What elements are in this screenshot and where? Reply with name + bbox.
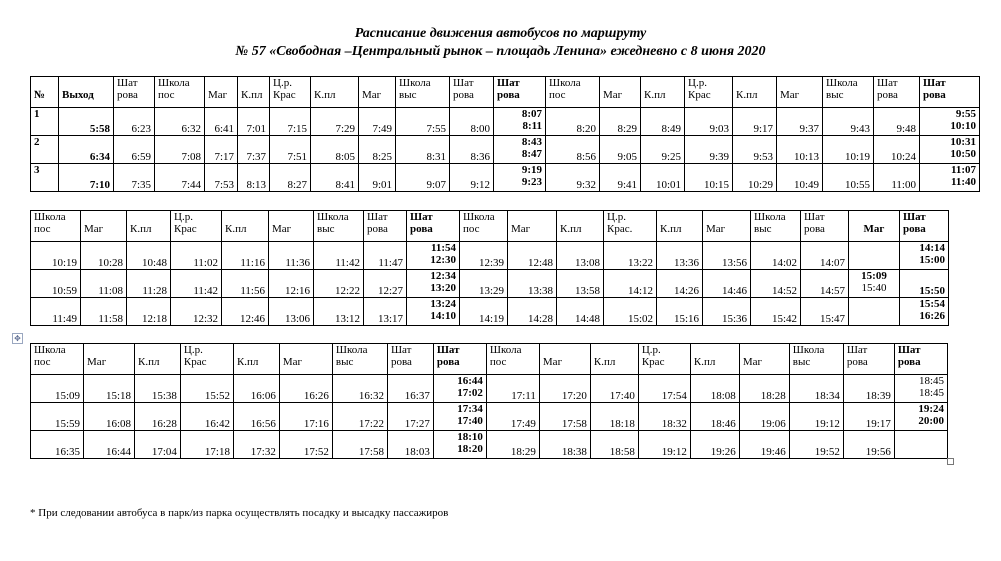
time-cell: 12:18 xyxy=(127,298,171,326)
column-header: Маг xyxy=(205,77,238,108)
time-cell: 10:48 xyxy=(127,242,171,270)
time-cell: 14:48 xyxy=(557,298,604,326)
time-cell: 8:56 xyxy=(546,136,600,164)
time-cell: 11:00 xyxy=(874,164,920,192)
column-header: Маг xyxy=(359,77,396,108)
time-cell: 17:16 xyxy=(279,403,332,431)
time-cell: 8:36 xyxy=(450,136,494,164)
column-header: К.пл xyxy=(657,211,703,242)
time-cell: 7:10 xyxy=(59,164,114,192)
column-header: К.пл xyxy=(238,77,270,108)
time-cell: 17:58 xyxy=(539,403,590,431)
time-cell: 13:22 xyxy=(604,242,657,270)
time-cell: 8:49 xyxy=(641,108,685,136)
header-row xyxy=(31,344,948,375)
time-cell: 7:53 xyxy=(205,164,238,192)
timetable-3 xyxy=(30,343,948,459)
time-cell: 18:39 xyxy=(843,375,894,403)
time-cell: 18:10 18:20 xyxy=(433,431,486,459)
time-cell: 11:42 xyxy=(171,270,222,298)
column-header: Шат рова xyxy=(900,211,949,242)
column-header: Школа пос xyxy=(546,77,600,108)
column-header: Школа пос xyxy=(460,211,508,242)
time-cell: 10:19 xyxy=(823,136,874,164)
time-cell: 11:16 xyxy=(222,242,269,270)
time-cell: 13:17 xyxy=(364,298,407,326)
table-row xyxy=(31,164,980,192)
column-header: Школа выс xyxy=(332,344,387,375)
time-cell: 16:44 17:02 xyxy=(433,375,486,403)
time-cell: 18:58 xyxy=(590,431,638,459)
time-cell: 17:52 xyxy=(279,431,332,459)
time-cell: 19:12 xyxy=(789,403,843,431)
time-cell: 14:52 xyxy=(751,270,801,298)
time-cell: 7:55 xyxy=(396,108,450,136)
time-cell: 7:29 xyxy=(311,108,359,136)
column-header: Шат рова xyxy=(494,77,546,108)
time-cell: 7:15 xyxy=(270,108,311,136)
time-cell: 11:02 xyxy=(171,242,222,270)
time-cell: 19:56 xyxy=(843,431,894,459)
time-cell: 17:49 xyxy=(486,403,539,431)
time-cell: 17:58 xyxy=(332,431,387,459)
time-cell: 11:56 xyxy=(222,270,269,298)
header-row xyxy=(31,211,949,242)
time-cell: 9:03 xyxy=(685,108,733,136)
column-header: Маг xyxy=(269,211,314,242)
column-header: Ц.р. Крас xyxy=(270,77,311,108)
arrive-time: 15:40 xyxy=(861,282,887,294)
time-cell: 18:45 18:45 xyxy=(894,375,947,403)
time-cell: 12:39 xyxy=(460,242,508,270)
time-cell: 11:47 xyxy=(364,242,407,270)
time-cell: 18:38 xyxy=(539,431,590,459)
time-cell: 8:27 xyxy=(270,164,311,192)
column-header: Школа пос xyxy=(155,77,205,108)
table-row xyxy=(31,270,949,298)
time-cell: 16:08 xyxy=(84,403,135,431)
time-cell: 14:02 xyxy=(751,242,801,270)
time-cell: 19:46 xyxy=(739,431,789,459)
time-cell: 6:34 xyxy=(59,136,114,164)
time-cell: 13:29 xyxy=(460,270,508,298)
time-cell: 15:42 xyxy=(751,298,801,326)
time-cell: 17:20 xyxy=(539,375,590,403)
time-cell: 14:14 15:00 xyxy=(900,242,949,270)
time-cell: 8:20 xyxy=(546,108,600,136)
time-cell: 17:34 17:40 xyxy=(433,403,486,431)
column-header: Ц.р. Крас xyxy=(171,211,222,242)
time-cell: 9:12 xyxy=(450,164,494,192)
time-cell: 9:19 9:23 xyxy=(494,164,546,192)
time-cell: 17:40 xyxy=(590,375,638,403)
time-cell: 11:28 xyxy=(127,270,171,298)
time-cell: 12:22 xyxy=(314,270,364,298)
time-cell: 6:59 xyxy=(114,136,155,164)
column-header: Школа пос xyxy=(31,211,81,242)
time-cell: 11:49 xyxy=(31,298,81,326)
time-cell: 17:22 xyxy=(332,403,387,431)
column-header: Шат рова xyxy=(407,211,460,242)
time-cell: 19:52 xyxy=(789,431,843,459)
time-cell: 17:18 xyxy=(180,431,233,459)
time-cell: 11:42 xyxy=(314,242,364,270)
time-cell: 16:56 xyxy=(233,403,279,431)
column-header: Школа выс xyxy=(396,77,450,108)
time-cell: 10:24 xyxy=(874,136,920,164)
timetable-1 xyxy=(30,76,980,192)
time-cell: 13:58 xyxy=(557,270,604,298)
time-cell: 7:08 xyxy=(155,136,205,164)
column-header: Ц.р. Крас xyxy=(638,344,690,375)
time-cell: 8:43 8:47 xyxy=(494,136,546,164)
time-cell: 16:26 xyxy=(279,375,332,403)
time-cell: 15:54 16:26 xyxy=(900,298,949,326)
time-cell: 15:09 xyxy=(31,375,84,403)
column-header: Шат рова xyxy=(843,344,894,375)
time-cell: 13:08 xyxy=(557,242,604,270)
column-header: Ц.р. Крас. xyxy=(604,211,657,242)
time-cell: 18:18 xyxy=(590,403,638,431)
time-cell: 14:57 xyxy=(801,270,849,298)
time-cell: 9:25 xyxy=(641,136,685,164)
time-cell: 15:50 xyxy=(900,270,949,298)
time-cell: 8:25 xyxy=(359,136,396,164)
column-header: К.пл xyxy=(690,344,739,375)
column-header: Шат рова xyxy=(874,77,920,108)
timetable-2 xyxy=(30,210,949,326)
time-cell: 10:15 xyxy=(685,164,733,192)
time-cell: 16:32 xyxy=(332,375,387,403)
time-cell: 10:29 xyxy=(733,164,777,192)
time-cell: 14:19 xyxy=(460,298,508,326)
time-cell: 14:28 xyxy=(508,298,557,326)
table-row xyxy=(31,431,948,459)
time-cell: 11:07 11:40 xyxy=(920,164,980,192)
time-cell: 19:06 xyxy=(739,403,789,431)
time-cell: 10:49 xyxy=(777,164,823,192)
column-header: К.пл xyxy=(590,344,638,375)
column-header: Шат рова xyxy=(450,77,494,108)
column-header: Шат рова xyxy=(114,77,155,108)
time-cell: 11:08 xyxy=(81,270,127,298)
table-row xyxy=(31,403,948,431)
time-cell: 13:06 xyxy=(269,298,314,326)
time-cell: 7:49 xyxy=(359,108,396,136)
time-cell: 2 xyxy=(31,136,59,164)
column-header: К.пл xyxy=(641,77,685,108)
time-cell: 9:01 xyxy=(359,164,396,192)
time-cell: 7:01 xyxy=(238,108,270,136)
time-cell: 9:43 xyxy=(823,108,874,136)
time-cell: 15:38 xyxy=(135,375,181,403)
time-cell: 11:58 xyxy=(81,298,127,326)
time-cell: 9:32 xyxy=(546,164,600,192)
column-header: Школа выс xyxy=(823,77,874,108)
column-header: К.пл xyxy=(733,77,777,108)
time-cell: 9:37 xyxy=(777,108,823,136)
time-cell: 7:17 xyxy=(205,136,238,164)
time-cell: 1 xyxy=(31,108,59,136)
time-cell: 8:29 xyxy=(600,108,641,136)
time-cell: 17:04 xyxy=(135,431,181,459)
column-header: Шат рова xyxy=(920,77,980,108)
time-cell: 7:51 xyxy=(270,136,311,164)
column-header: Маг xyxy=(84,344,135,375)
time-cell: 13:56 xyxy=(703,242,751,270)
time-cell: 14:46 xyxy=(703,270,751,298)
time-cell: 6:32 xyxy=(155,108,205,136)
time-cell: 18:29 xyxy=(486,431,539,459)
column-header: Ц.р. Крас xyxy=(685,77,733,108)
table-resize-handle-icon[interactable] xyxy=(947,458,954,465)
time-cell: 17:11 xyxy=(486,375,539,403)
column-header: К.пл xyxy=(557,211,604,242)
column-header: Школа пос xyxy=(486,344,539,375)
time-cell: 14:26 xyxy=(657,270,703,298)
time-cell: 19:24 20:00 xyxy=(894,403,947,431)
time-cell: 13:36 xyxy=(657,242,703,270)
column-header: Маг xyxy=(81,211,127,242)
time-cell: 6:41 xyxy=(205,108,238,136)
time-cell: 10:55 xyxy=(823,164,874,192)
table-row xyxy=(31,375,948,403)
column-header: Маг xyxy=(777,77,823,108)
time-cell: 17:27 xyxy=(387,403,433,431)
time-cell: 13:24 14:10 xyxy=(407,298,460,326)
column-header: Маг xyxy=(279,344,332,375)
time-cell: 17:32 xyxy=(233,431,279,459)
time-cell: 13:38 xyxy=(508,270,557,298)
time-cell: 18:32 xyxy=(638,403,690,431)
header-row xyxy=(31,77,980,108)
column-header: Ц.р. Крас xyxy=(180,344,233,375)
time-cell: 16:06 xyxy=(233,375,279,403)
time-cell: 10:28 xyxy=(81,242,127,270)
column-header: Шат рова xyxy=(801,211,849,242)
time-cell: 9:41 xyxy=(600,164,641,192)
time-cell: 8:13 xyxy=(238,164,270,192)
time-cell: 12:46 xyxy=(222,298,269,326)
time-cell: 18:34 xyxy=(789,375,843,403)
time-cell: 19:26 xyxy=(690,431,739,459)
depart-time: 15:09 xyxy=(861,270,887,282)
column-header: Школа пос xyxy=(31,344,84,375)
time-cell: 5:58 xyxy=(59,108,114,136)
time-cell: 10:19 xyxy=(31,242,81,270)
time-cell: 3 xyxy=(31,164,59,192)
time-cell: 17:54 xyxy=(638,375,690,403)
column-header: Маг xyxy=(739,344,789,375)
column-header: № xyxy=(31,77,59,108)
time-cell: 8:31 xyxy=(396,136,450,164)
time-cell: 13:12 xyxy=(314,298,364,326)
column-header: Выход xyxy=(59,77,114,108)
time-cell: 8:00 xyxy=(450,108,494,136)
time-cell xyxy=(894,431,947,459)
table-row xyxy=(31,242,949,270)
time-cell: 16:35 xyxy=(31,431,84,459)
time-cell: 12:32 xyxy=(171,298,222,326)
time-cell: 10:31 10:50 xyxy=(920,136,980,164)
time-cell xyxy=(849,298,900,326)
column-header: К.пл xyxy=(222,211,269,242)
time-cell: 8:05 xyxy=(311,136,359,164)
time-cell: 9:05 xyxy=(600,136,641,164)
time-cell: 10:01 xyxy=(641,164,685,192)
time-cell: 8:07 8:11 xyxy=(494,108,546,136)
time-cell: 7:35 xyxy=(114,164,155,192)
column-header: К.пл xyxy=(127,211,171,242)
time-cell: 7:44 xyxy=(155,164,205,192)
column-header: Школа выс xyxy=(751,211,801,242)
column-header: К.пл xyxy=(135,344,181,375)
time-cell: 15:47 xyxy=(801,298,849,326)
column-header: Маг xyxy=(849,211,900,242)
column-header: К.пл xyxy=(311,77,359,108)
time-cell: 9:55 10:10 xyxy=(920,108,980,136)
time-cell: 9:39 xyxy=(685,136,733,164)
time-cell: 14:12 xyxy=(604,270,657,298)
time-cell xyxy=(849,270,900,298)
column-header: Школа выс xyxy=(314,211,364,242)
time-cell: 15:52 xyxy=(180,375,233,403)
time-cell: 11:36 xyxy=(269,242,314,270)
time-cell: 10:13 xyxy=(777,136,823,164)
table-row xyxy=(31,108,980,136)
time-cell: 14:07 xyxy=(801,242,849,270)
column-header: Маг xyxy=(508,211,557,242)
time-cell: 15:16 xyxy=(657,298,703,326)
time-cell: 12:34 13:20 xyxy=(407,270,460,298)
table-row xyxy=(31,298,949,326)
table-row xyxy=(31,136,980,164)
time-cell: 8:41 xyxy=(311,164,359,192)
time-cell: 15:36 xyxy=(703,298,751,326)
column-header: Маг xyxy=(703,211,751,242)
column-header: Шат рова xyxy=(387,344,433,375)
column-header: Школа выс xyxy=(789,344,843,375)
time-cell: 11:54 12:30 xyxy=(407,242,460,270)
time-cell: 16:37 xyxy=(387,375,433,403)
time-cell: 18:08 xyxy=(690,375,739,403)
time-cell: 19:12 xyxy=(638,431,690,459)
time-cell: 12:16 xyxy=(269,270,314,298)
time-cell: 15:02 xyxy=(604,298,657,326)
time-cell: 16:44 xyxy=(84,431,135,459)
time-cell: 7:37 xyxy=(238,136,270,164)
time-cell: 9:07 xyxy=(396,164,450,192)
table-move-handle-icon[interactable]: ✥ xyxy=(12,333,23,344)
time-cell: 18:46 xyxy=(690,403,739,431)
time-cell: 19:17 xyxy=(843,403,894,431)
time-cell: 16:42 xyxy=(180,403,233,431)
schedule-title: Расписание движения автобусов по маршруту xyxy=(354,26,647,41)
footnote: * При следовании автобуса в парк/из парка осуществлять посадку и высадку пассажиров xyxy=(30,507,449,519)
column-header: Шат рова xyxy=(364,211,407,242)
time-cell: 15:59 xyxy=(31,403,84,431)
time-cell: 9:48 xyxy=(874,108,920,136)
time-cell: 9:53 xyxy=(733,136,777,164)
column-header: К.пл xyxy=(233,344,279,375)
time-cell: 18:28 xyxy=(739,375,789,403)
time-cell: 10:59 xyxy=(31,270,81,298)
column-header: Шат рова xyxy=(894,344,947,375)
time-cell: 15:18 xyxy=(84,375,135,403)
time-cell: 6:23 xyxy=(114,108,155,136)
column-header: Маг xyxy=(539,344,590,375)
time-cell: 12:27 xyxy=(364,270,407,298)
time-cell: 12:48 xyxy=(508,242,557,270)
time-cell: 9:17 xyxy=(733,108,777,136)
column-header: Маг xyxy=(600,77,641,108)
route-subtitle: № 57 «Свободная –Центральный рынок – площадь Ленина» ежедневно с 8 июня 2020 xyxy=(235,44,766,59)
time-cell xyxy=(849,242,900,270)
time-cell: 18:03 xyxy=(387,431,433,459)
time-cell: 16:28 xyxy=(135,403,181,431)
column-header: Шат рова xyxy=(433,344,486,375)
